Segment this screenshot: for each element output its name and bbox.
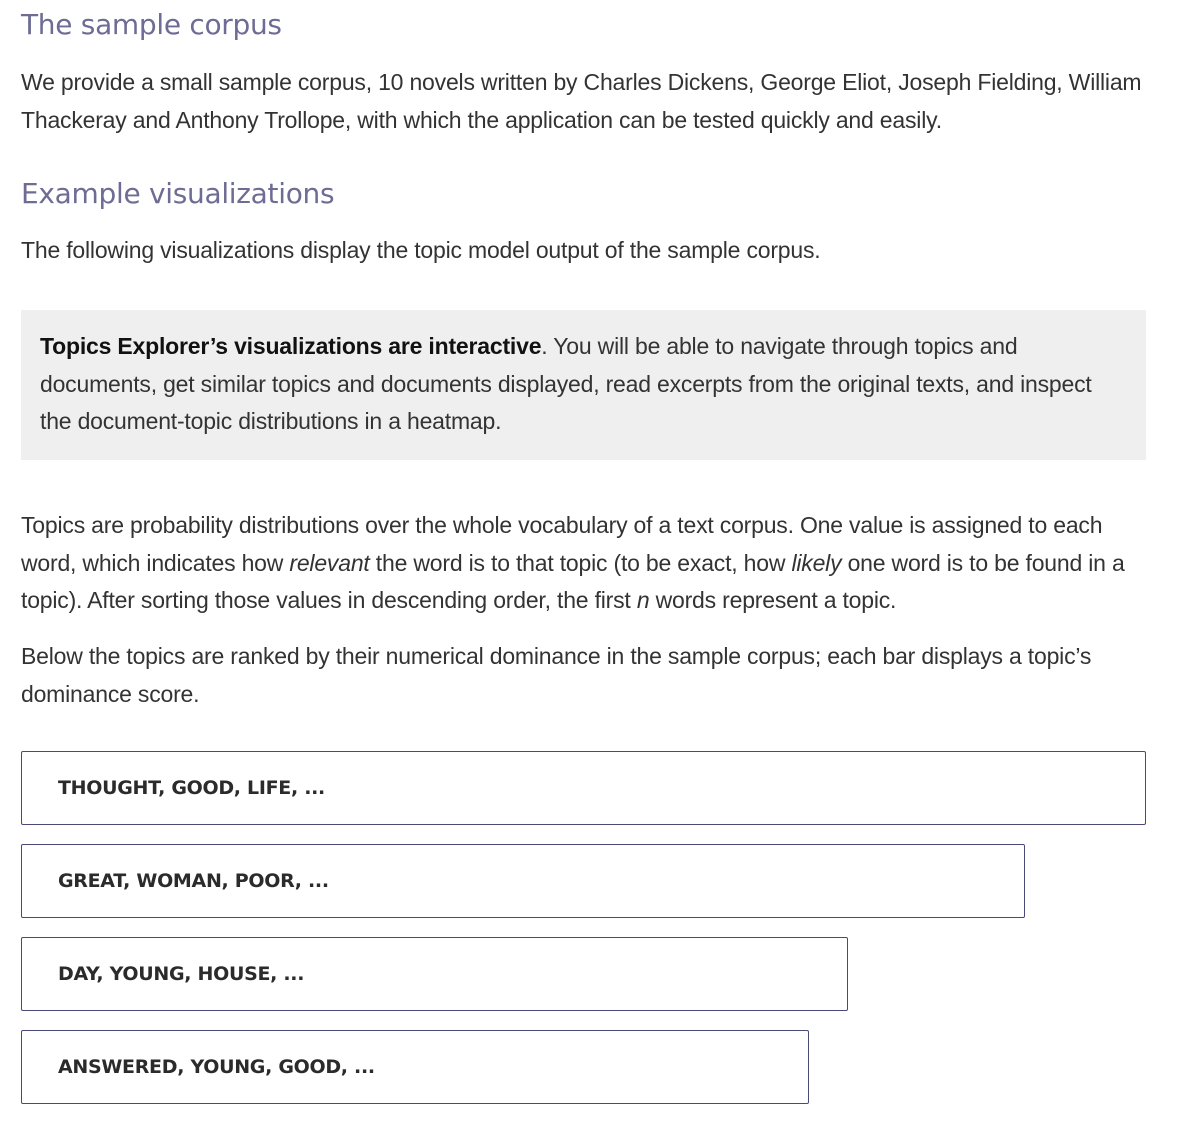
heading-sample-corpus: The sample corpus — [21, 8, 282, 41]
topic-bar-label: THOUGHT, GOOD, LIFE, ... — [58, 777, 325, 799]
topic-bar[interactable] — [21, 751, 1146, 825]
topic-bar-label: DAY, YOUNG, HOUSE, ... — [58, 963, 305, 985]
text: words represent a topic. — [649, 587, 897, 613]
ranking-paragraph: Below the topics are ranked by their numerical dominance in the sample corpus; each bar displays a topic’s dominance score. — [21, 643, 1092, 707]
topic-bar[interactable] — [21, 844, 1025, 918]
topic-bar-label: GREAT, WOMAN, POOR, ... — [58, 870, 329, 892]
emphasis: likely — [791, 549, 842, 576]
emphasis: relevant — [289, 549, 370, 576]
corpus-paragraph: We provide a small sample corpus, 10 novels written by Charles Dickens, George Eliot, Joseph Fielding, William Thackeray and Anthony Trollope, with which the application can be tested quickly and easily. — [21, 69, 1142, 133]
topic-bar-label: ANSWERED, YOUNG, GOOD, ... — [58, 1056, 375, 1078]
heading-example-visualizations: Example visualizations — [21, 177, 335, 210]
note-text: . You will be able to navigate through topics and documents, get similar topics and documents displayed, read excerpts from the original texts, and inspect the document-topic distributions in a heatmap. — [40, 333, 1092, 434]
text: the word is to that topic (to be exact, how — [369, 549, 792, 576]
topic-bar[interactable] — [21, 1030, 809, 1104]
text: one word is to be found in a topic). After sorting those values in descending order, the first — [21, 549, 1125, 613]
topics-paragraph — [21, 507, 1146, 620]
topic-bar[interactable] — [21, 937, 848, 1011]
topic-bars — [21, 751, 1146, 1123]
note-bold: Topics Explorer’s visualizations are interactive — [40, 333, 542, 359]
visualizations-paragraph: The following visualizations display the topic model output of the sample corpus. — [21, 237, 821, 263]
text: Topics are probability distributions over the whole vocabulary of a text corpus. One value is assigned to each word, which indicates how — [21, 512, 1103, 576]
emphasis: n — [636, 587, 650, 613]
interactive-note — [21, 310, 1146, 460]
